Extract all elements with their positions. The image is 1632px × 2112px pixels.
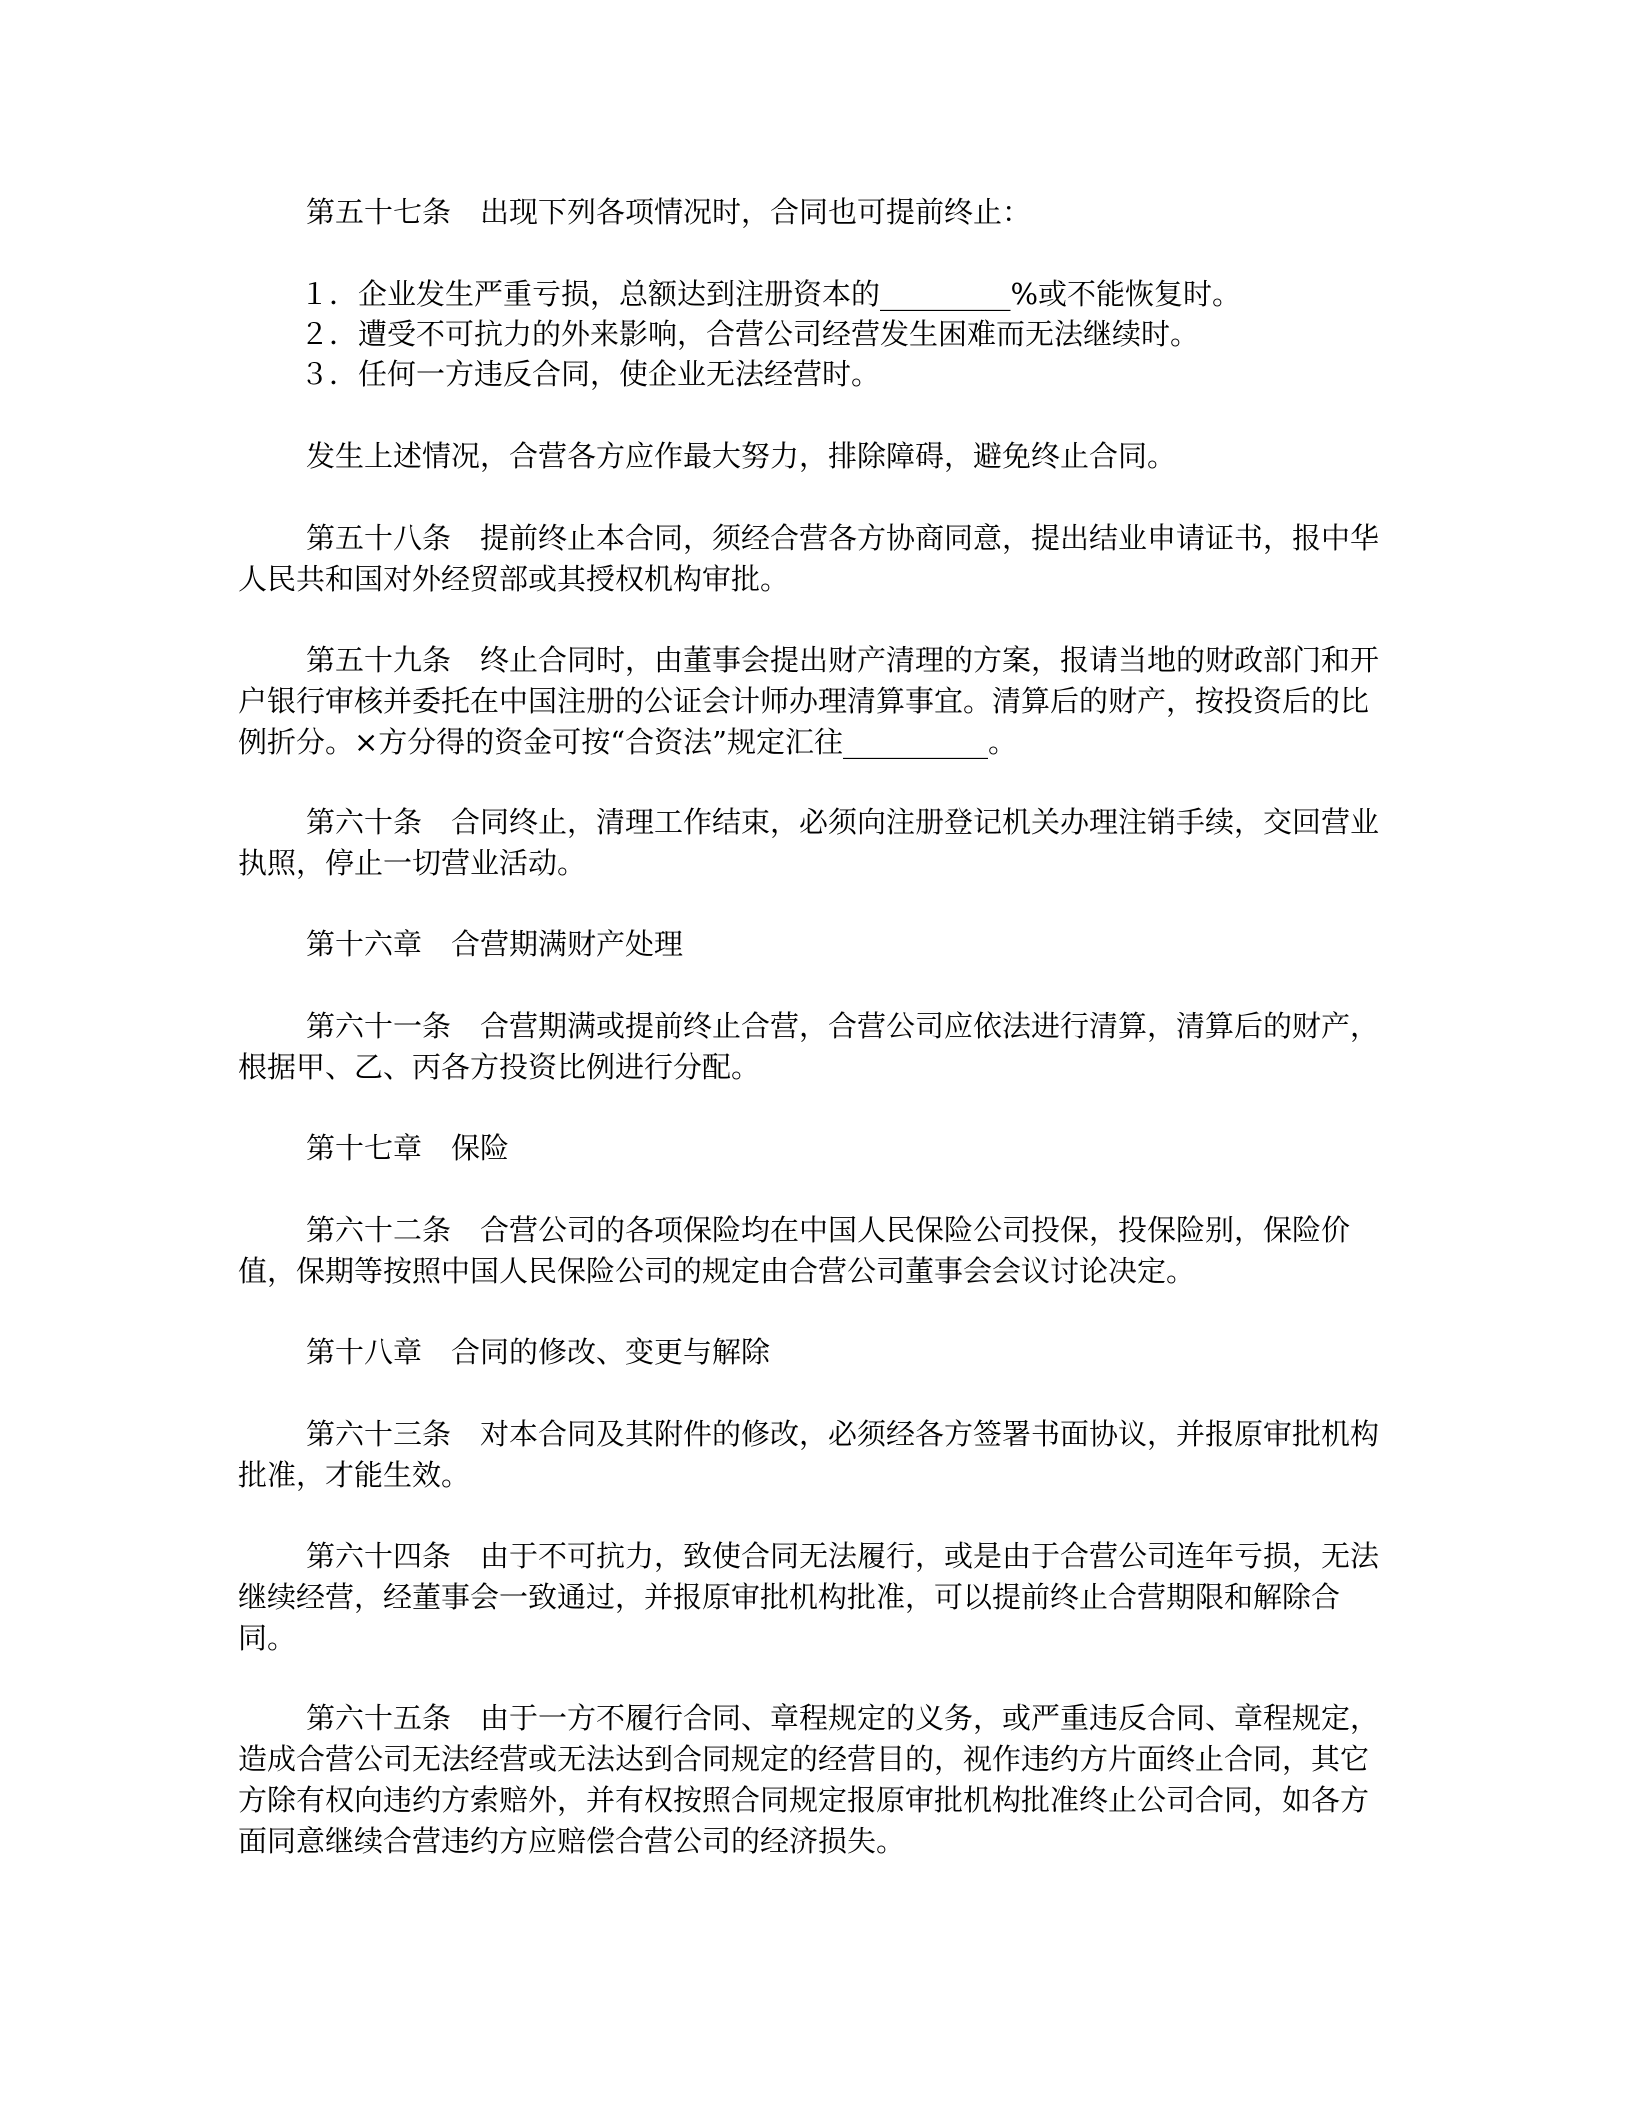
article-61: 第六十一条 合营期满或提前终止合营，合营公司应依法进行清算，清算后的财产，根据甲、乙、丙各方投资比例进行分配。 bbox=[238, 1009, 1380, 1084]
chapter-16-heading: 第十六章 合营期满财产处理 bbox=[306, 927, 684, 961]
article-57-item-3: ３．任何一方违反合同，使企业无法经营时。 bbox=[300, 357, 881, 391]
article-60: 第六十条 合同终止，清理工作结束，必须向注册登记机关办理注销手续，交回营业执照，停止一切营业活动。 bbox=[238, 805, 1380, 880]
article-65: 第六十五条 由于一方不履行合同、章程规定的义务，或严重违反合同、章程规定，造成合营公司无法经营或无法达到合同规定的经营目的，视作违约方片面终止合同，其它方除有权向违约方索赔外，并有权按照合同规定报原审批机构批准终止公司合同，如各方面同意继续合营违约方应赔偿合营公司的经济损失。 bbox=[238, 1701, 1380, 1858]
article-57-item-2: ２．遭受不可抗力的外来影响，合营公司经营发生困难而无法继续时。 bbox=[300, 317, 1200, 351]
chapter-18-heading: 第十八章 合同的修改、变更与解除 bbox=[306, 1335, 771, 1369]
article-57-heading: 第五十七条 出现下列各项情况时，合同也可提前终止： bbox=[306, 195, 1032, 229]
chapter-17-heading: 第十七章 保险 bbox=[306, 1131, 510, 1165]
article-64: 第六十四条 由于不可抗力，致使合同无法履行，或是由于合营公司连年亏损，无法继续经营，经董事会一致通过，并报原审批机构批准，可以提前终止合营期限和解除合同。 bbox=[238, 1539, 1380, 1655]
article-58: 第五十八条 提前终止本合同，须经合营各方协商同意，提出结业申请证书，报中华人民共和国对外经贸部或其授权机构审批。 bbox=[238, 521, 1380, 596]
article-57-closing: 发生上述情况，合营各方应作最大努力，排除障碍，避免终止合同。 bbox=[306, 439, 1177, 473]
article-62: 第六十二条 合营公司的各项保险均在中国人民保险公司投保，投保险别，保险价值，保期等按照中国人民保险公司的规定由合营公司董事会会议讨论决定。 bbox=[238, 1213, 1351, 1288]
article-59: 第五十九条 终止合同时，由董事会提出财产清理的方案，报请当地的财政部门和开户银行审核并委托在中国注册的公证会计师办理清算事宜。清算后的财产，按投资后的比例折分。×方分得的资金可按“合资法”规定汇往__________。 bbox=[238, 643, 1380, 759]
article-57-item-1: １．企业发生严重亏损，总额达到注册资本的_________%或不能恢复时。 bbox=[300, 277, 1242, 311]
article-63: 第六十三条 对本合同及其附件的修改，必须经各方签署书面协议，并报原审批机构批准，才能生效。 bbox=[238, 1417, 1380, 1492]
